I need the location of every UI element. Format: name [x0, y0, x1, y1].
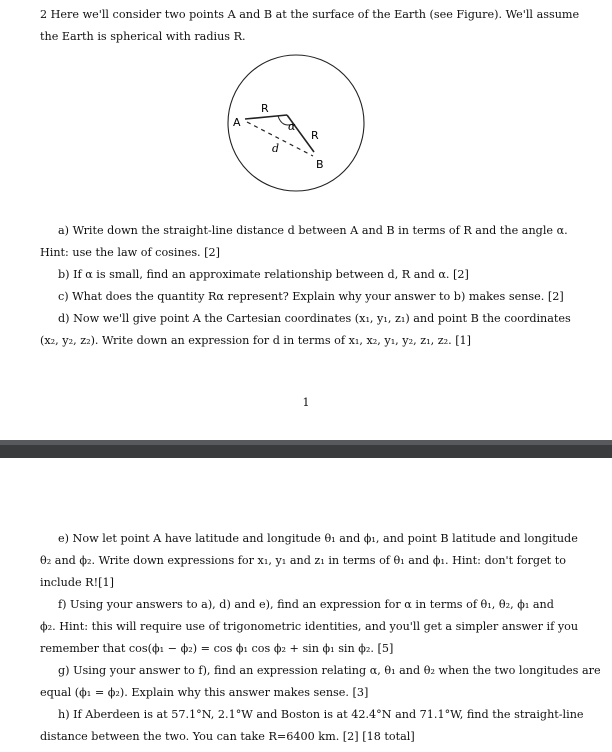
question-d-line-1: d) Now we'll give point A the Cartesian coordinates (x₁, y₁, z₁) and point B the coordinates	[58, 312, 571, 325]
question-e-line-3: include R![1]	[40, 576, 114, 589]
question-e-line-2: θ₂ and ϕ₂. Write down expressions for x₁, y₁ and z₁ in terms of θ₁ and ϕ₁. Hint: don't forget to	[40, 554, 566, 567]
chord-d-line	[247, 122, 313, 156]
question-d-line-2: (x₂, y₂, z₂). Write down an expression for d in terms of x₁, x₂, y₁, y₂, z₁, z₂. [1]	[40, 334, 472, 347]
question-f-line-3: remember that cos(ϕ₁ − ϕ₂) = cos ϕ₁ cos ϕ₂ + sin ϕ₁ sin ϕ₂. [5]	[40, 642, 394, 655]
question-g-line-1: g) Using your answer to f), find an expression relating α, θ₁ and θ₂ when the two longitudes are	[58, 664, 601, 677]
question-h-line-1: h) If Aberdeen is at 57.1°N, 2.1°W and Boston is at 42.4°N and 71.1°W, find the straight-line	[58, 708, 584, 721]
question-h-line-2: distance between the two. You can take R=6400 km. [2] [18 total]	[40, 730, 415, 743]
label-r-top: R	[261, 102, 269, 115]
question-f-line-2: ϕ₂. Hint: this will require use of trigonometric identities, and you'll get a simpler answer if you	[40, 620, 579, 633]
question-f-line-1: f) Using your answers to a), d) and e), find an expression for α in terms of θ₁, θ₂, ϕ₁ and	[58, 598, 554, 611]
question-e-line-1: e) Now let point A have latitude and longitude θ₁ and ϕ₁, and point B latitude and longitude	[58, 532, 578, 545]
earth-figure	[0, 0, 612, 220]
question-b-line-1: b) If α is small, find an approximate relationship between d, R and α. [2]	[58, 268, 469, 281]
label-a: A	[233, 116, 241, 129]
label-b: B	[316, 158, 324, 171]
page-number: 1	[302, 396, 310, 409]
label-r-side: R	[311, 129, 319, 142]
page-2	[0, 458, 612, 752]
intro-line-2: the Earth is spherical with radius R.	[40, 30, 246, 43]
question-g-line-2: equal (ϕ₁ = ϕ₂). Explain why this answer makes sense. [3]	[40, 686, 369, 699]
radius-line-a	[245, 115, 287, 119]
page-separator	[0, 440, 612, 458]
intro-line-1: 2 Here we'll consider two points A and B at the surface of the Earth (see Figure). We'll assume	[40, 8, 580, 21]
label-alpha: α	[288, 120, 296, 133]
label-d: d	[272, 142, 280, 155]
question-a-line-1: a) Write down the straight-line distance d between A and B in terms of R and the angle α.	[58, 224, 568, 237]
question-c-line-1: c) What does the quantity Rα represent? Explain why your answer to b) makes sense. [2]	[58, 290, 564, 303]
question-a-line-2: Hint: use the law of cosines. [2]	[40, 246, 221, 259]
